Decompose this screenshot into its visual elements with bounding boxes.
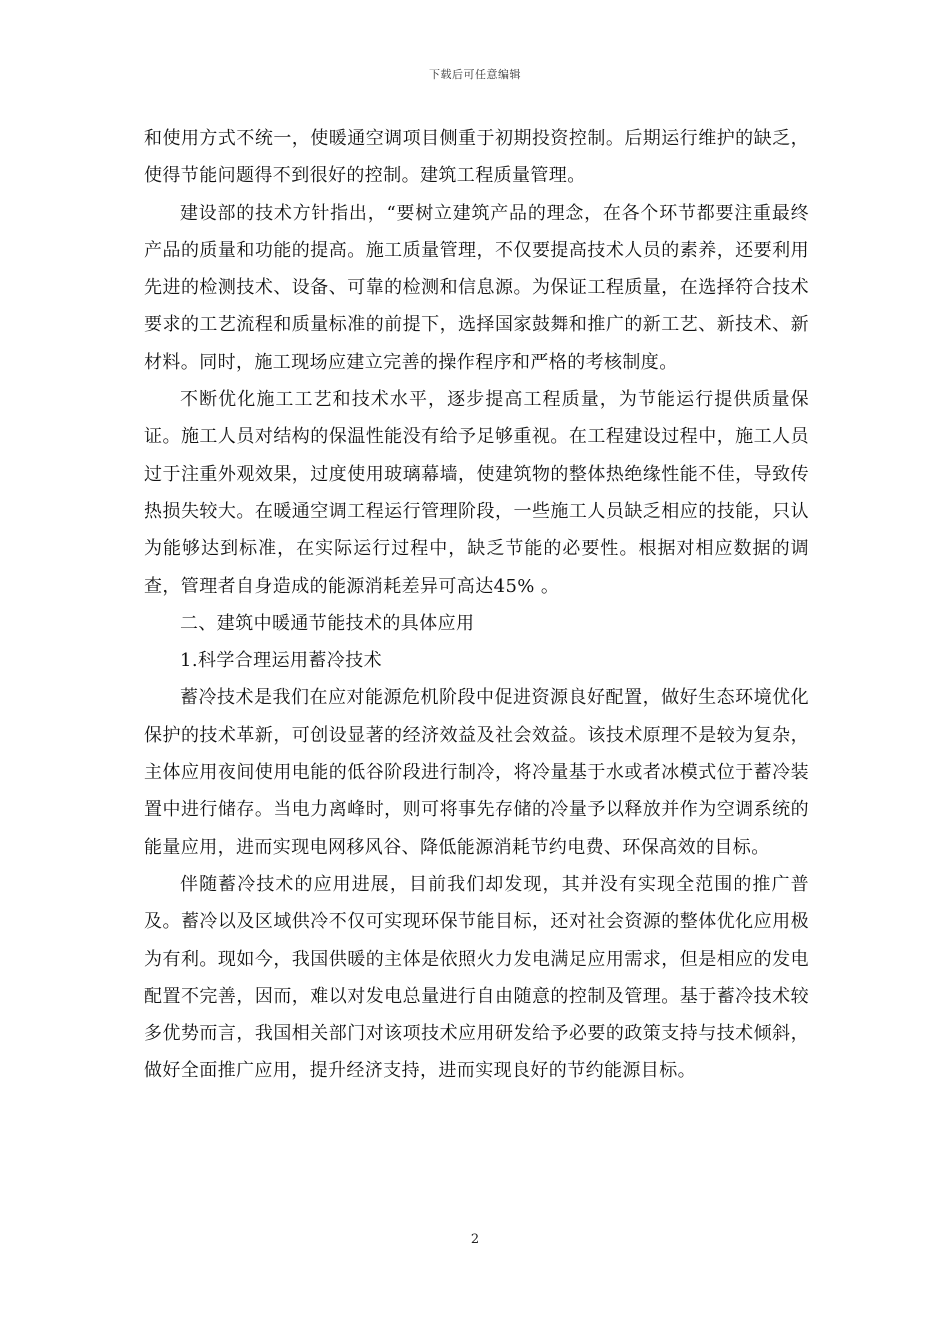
subsection-heading: 1.科学合理运用蓄冷技术 [180,650,382,672]
paragraph-construction-quality: 不断优化施工工艺和技术水平，逐步提高工程质量，为节能运行提供质量保证。施工人员对结构的保温性能没有给予足够重视。在工程建设过程中，施工人员过于注重外观效果，过度使用玻璃幕墙，使建筑物的整体热绝缘性能不佳，导致传热损失较大。在暖通空调工程运行管理阶段，一些施工人员缺乏相应的技能，只认为能够达到标准，在实际运行过程中，缺乏节能的必要性。根据对相应数据的调查，管理者自身造成的能源消耗差异可高达45% 。 [144,389,809,597]
document-body [144,120,809,1090]
page-header: 下载后可任意编辑 [429,68,521,81]
section-heading: 二、建筑中暖通节能技术的具体应用 [180,612,475,634]
paragraph-continuation: 和使用方式不统一，使暖通空调项目侧重于初期投资控制。后期运行维护的缺乏，使得节能问题得不到很好的控制。建筑工程质量管理。 [144,128,809,187]
paragraph-cold-storage-intro: 蓄冷技术是我们在应对能源危机阶段中促进资源良好配置，做好生态环境优化保护的技术革新，可创设显著的经济效益及社会效益。该技术原理不是较为复杂，主体应用夜间使用电能的低谷阶段进行制冷，将冷量基于水或者冰模式位于蓄冷装置中进行储存。当电力离峰时，则可将事先存储的冷量予以释放并作为空调系统的能量应用，进而实现电网移风谷、降低能源消耗节约电费、环保高效的目标。 [144,687,809,858]
page-number: 2 [470,1232,480,1247]
paragraph-construction-policy: 建设部的技术方针指出，“要树立建筑产品的理念，在各个环节都要注重最终产品的质量和功能的提高。施工质量管理，不仅要提高技术人员的素养，还要利用先进的检测技术、设备、可靠的检测和信息源。为保证工程质量，在选择符合技术要求的工艺流程和质量标准的前提下，选择国家鼓舞和推广的新工艺、新技术、新材料。同时，施工现场应建立完善的操作程序和严格的考核制度。 [144,202,809,373]
paragraph-cold-storage-promotion: 伴随蓄冷技术的应用进展，目前我们却发现，其并没有实现全范围的推广普及。蓄冷以及区域供冷不仅可实现环保节能目标，还对社会资源的整体优化应用极为有利。现如今，我国供暖的主体是依照火力发电满足应用需求，但是相应的发电配置不完善，因而，难以对发电总量进行自由随意的控制及管理。基于蓄冷技术较多优势而言，我国相关部门对该项技术应用研发给予必要的政策支持与技术倾斜，做好全面推广应用，提升经济支持，进而实现良好的节约能源目标。 [144,873,809,1082]
